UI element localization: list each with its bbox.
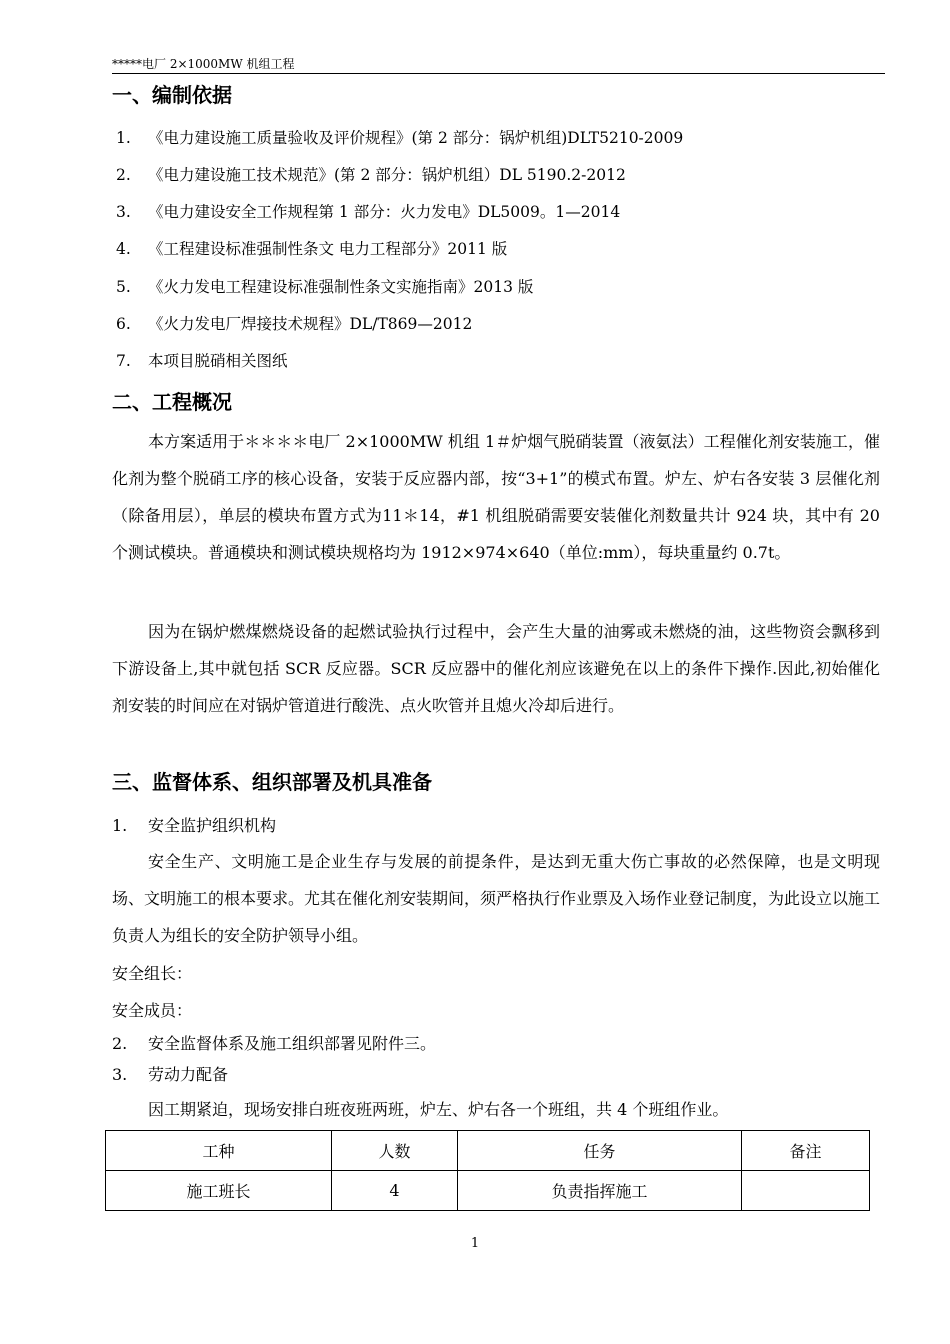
reference-number: 4. <box>116 240 131 258</box>
item-text: 劳动力配备 <box>148 1065 229 1084</box>
reference-number: 7. <box>116 352 131 370</box>
section-title-overview: 二、工程概况 <box>112 390 232 414</box>
reference-text: 《火力发电厂焊接技术规程》DL/T869—2012 <box>148 315 473 333</box>
reference-text: 《工程建设标准强制性条文 电力工程部分》2011 版 <box>148 240 508 258</box>
cell-note <box>742 1171 870 1211</box>
reference-number: 2. <box>116 166 131 184</box>
column-header-count: 人数 <box>332 1131 458 1171</box>
reference-item <box>116 127 683 149</box>
safety-paragraph: 安全生产、文明施工是企业生存与发展的前提条件，是达到无重大伤亡事故的必然保障，也是文明现场、文明施工的根本要求。尤其在催化剂安装期间，须严格执行作业票及入场作业登记制度，为此设立以施工负责人为组长的安全防护领导小组。 <box>112 852 881 945</box>
column-header-trade: 工种 <box>106 1131 332 1171</box>
item-number: 2. <box>112 1034 128 1053</box>
reference-text: 《电力建设安全工作规程第 1 部分：火力发电》DL5009。1—2014 <box>148 203 621 221</box>
section-title-basis: 一、编制依据 <box>112 83 232 107</box>
overview-paragraph-2: 因为在锅炉燃煤燃烧设备的起燃试验执行过程中，会产生大量的油雾或未燃烧的油，这些物资会飘移到下游设备上,其中就包括 SCR 反应器。SCR 反应器中的催化剂应该避免在以上的条件下操作.因此,初始催化剂安装的时间应在对锅炉管道进行酸洗、点火吹管并且熄火冷却后进行。 <box>112 622 880 715</box>
item-text: 安全监督体系及施工组织部署见附件三。 <box>148 1034 437 1053</box>
cell-task: 负责指挥施工 <box>458 1171 742 1211</box>
reference-item <box>116 164 626 186</box>
safety-org-item <box>112 815 276 837</box>
reference-item <box>116 350 288 372</box>
reference-text: 《火力发电工程建设标准强制性条文实施指南》2013 版 <box>148 278 534 296</box>
reference-item <box>116 276 533 298</box>
reference-number: 6. <box>116 315 131 333</box>
cell-trade: 施工班长 <box>106 1171 332 1211</box>
reference-number: 5. <box>116 278 131 296</box>
page-header: *****电厂 2×1000MW 机组工程 <box>112 55 885 74</box>
labor-intro: 因工期紧迫，现场安排白班夜班两班，炉左、炉右各一个班组，共 4 个班组作业。 <box>148 1100 729 1119</box>
labor-table <box>105 1130 870 1211</box>
table-header-row <box>106 1131 870 1171</box>
page-number: 1 <box>470 1236 480 1251</box>
reference-item <box>116 201 620 223</box>
item-number: 3. <box>112 1065 128 1084</box>
reference-number: 3. <box>116 203 131 221</box>
reference-text: 本项目脱硝相关图纸 <box>148 352 288 370</box>
column-header-note: 备注 <box>742 1131 870 1171</box>
overview-paragraph-1: 本方案适用于＊＊＊＊电厂 2×1000MW 机组 1＃炉烟气脱硝装置（液氨法）工程催化剂安装施工，催化剂为整个脱硝工序的核心设备，安装于反应器内部，按“3+1”的模式布置。炉左、炉右各安装 3 层催化剂（除备用层），单层的模块布置方式为11＊14，#1 机组脱硝需要安装催化剂数量共计 924 块，其中有 20 个测试模块。普通模块和测试模块规格均为 1912×974×640（单位:mm），每块重量约 0.7t。 <box>112 432 880 562</box>
item-number: 1. <box>112 816 128 835</box>
safety-members-line: 安全成员： <box>112 1001 193 1020</box>
supervision-system-item <box>112 1033 436 1055</box>
item-text: 安全监护组织机构 <box>148 816 277 835</box>
section-title-supervision: 三、监督体系、组织部署及机具准备 <box>112 770 432 794</box>
reference-number: 1. <box>116 129 131 147</box>
column-header-task: 任务 <box>458 1131 742 1171</box>
table-row <box>106 1171 870 1211</box>
reference-text: 《电力建设施工技术规范》(第 2 部分：锅炉机组）DL 5190.2-2012 <box>148 166 626 184</box>
reference-item <box>116 313 472 335</box>
reference-text: 《电力建设施工质量验收及评价规程》(第 2 部分：锅炉机组)DLT5210-2009 <box>148 129 684 147</box>
labor-item <box>112 1064 228 1086</box>
cell-count: 4 <box>332 1171 458 1211</box>
reference-item <box>116 238 507 260</box>
safety-leader-line: 安全组长： <box>112 964 193 983</box>
